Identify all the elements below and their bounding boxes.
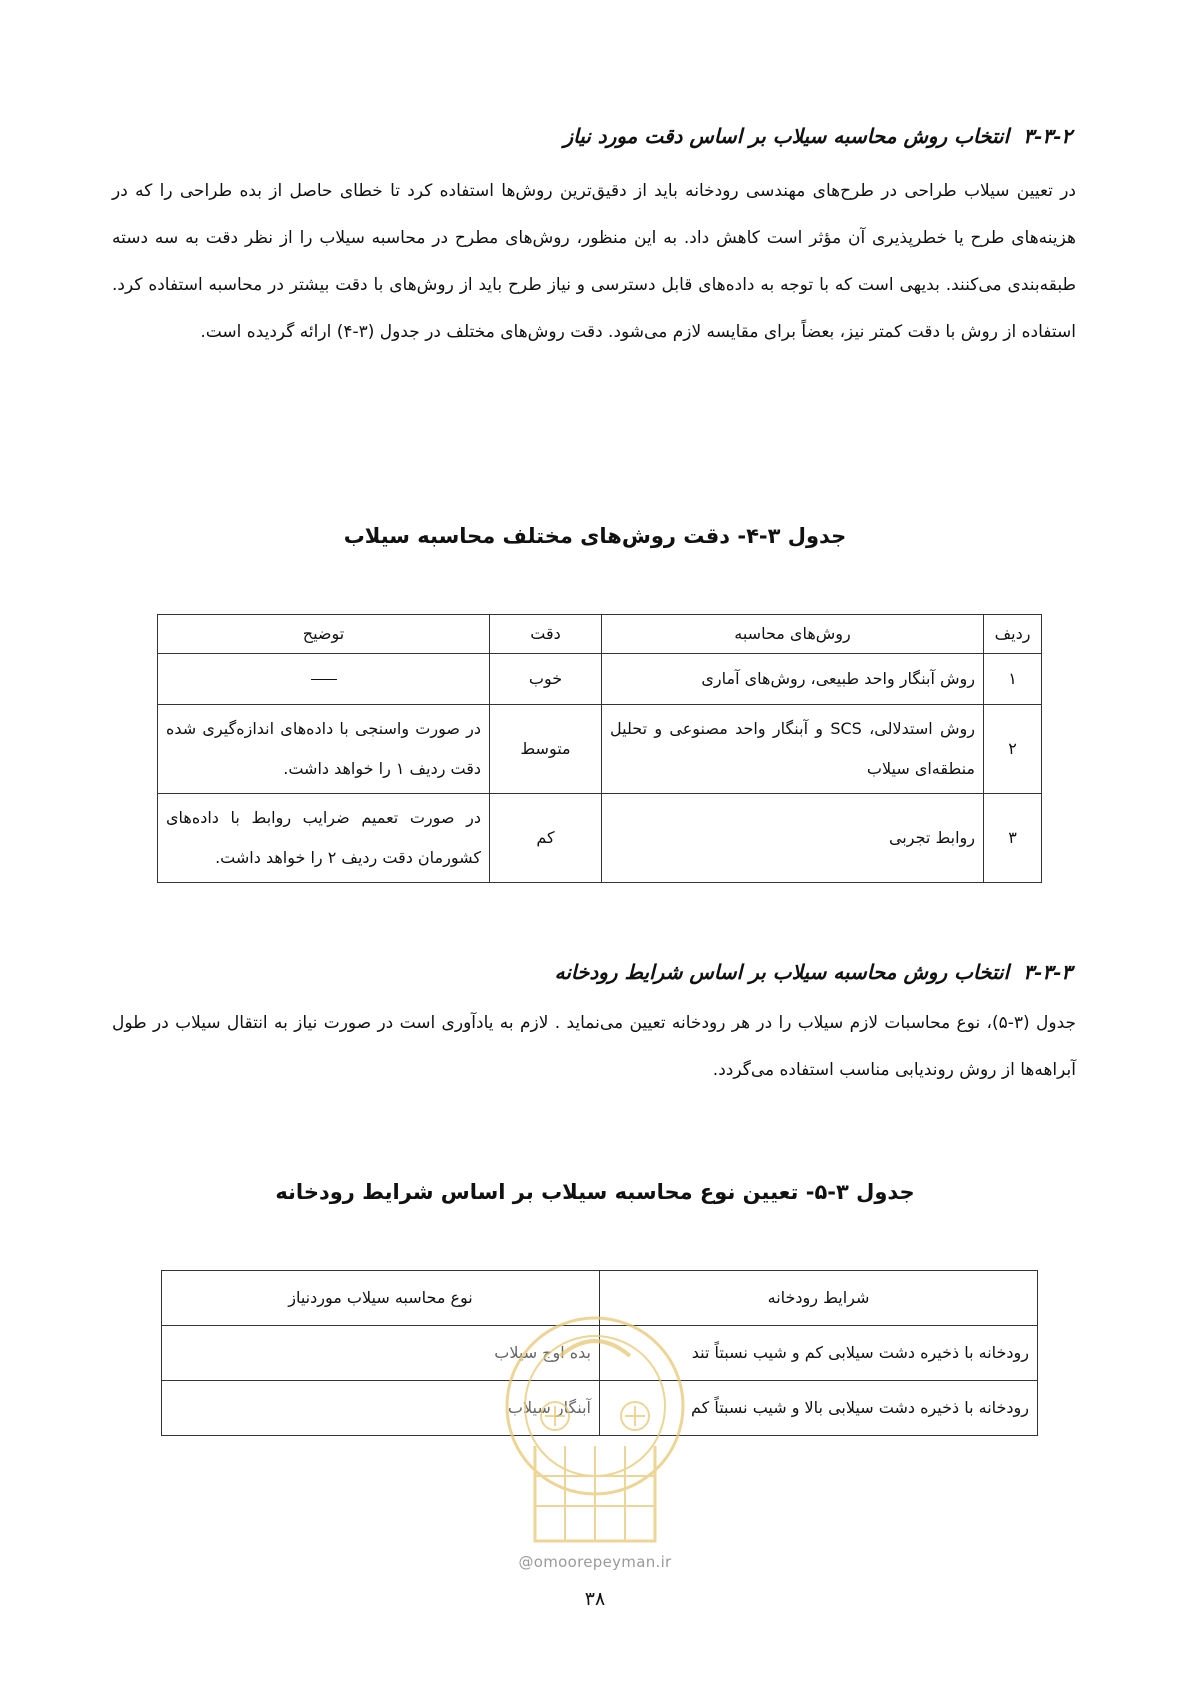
section-title: انتخاب روش محاسبه سیلاب بر اساس دقت مورد نیاز — [563, 124, 1010, 148]
cell-method: روابط تجربی — [602, 794, 984, 883]
header-type: نوع محاسبه سیلاب موردنیاز — [162, 1271, 600, 1326]
section-paragraph-2: جدول (۳-۵)، نوع محاسبات لازم سیلاب را در هر رودخانه تعیین می‌نماید . لازم به یادآوری است در صورت نیاز به انتقال سیلاب در طول آبراهه‌ها از روش روندیابی مناسب استفاده می‌گردد. — [112, 1013, 1076, 1080]
page-number: ۳۸ — [584, 1588, 606, 1610]
cell-description: در صورت واسنجی با داده‌های اندازه‌گیری شده دقت ردیف ۱ را خواهد داشت. — [158, 705, 490, 794]
header-description: توضیح — [158, 615, 490, 654]
section-title: انتخاب روش محاسبه سیلاب بر اساس شرایط رودخانه — [554, 960, 1010, 984]
table-row — [158, 705, 1042, 794]
table-row — [158, 654, 1042, 705]
header-row-number: ردیف — [984, 615, 1042, 654]
table-header-row — [158, 615, 1042, 654]
cell-description: در صورت تعمیم ضرایب روابط با داده‌های کشورمان دقت ردیف ۲ را خواهد داشت. — [158, 794, 490, 883]
cell-row-number: ۳ — [984, 794, 1042, 883]
table-row — [158, 794, 1042, 883]
cell-accuracy: خوب — [490, 654, 602, 705]
cell-row-number: ۱ — [984, 654, 1042, 705]
cell-row-number: ۲ — [984, 705, 1042, 794]
table-caption-2: جدول ۳-۵- تعیین نوع محاسبه سیلاب بر اساس شرایط رودخانه — [275, 1180, 915, 1204]
em-dash — [311, 679, 337, 680]
accuracy-table — [157, 614, 1042, 883]
cell-description-empty — [158, 654, 490, 705]
header-method: روش‌های محاسبه — [602, 615, 984, 654]
watermark-seal-icon — [475, 1296, 715, 1626]
cell-method: روش آبنگار واحد طبیعی، روش‌های آماری — [602, 654, 984, 705]
section-paragraph-1: در تعیین سیلاب طراحی در طرح‌های مهندسی رودخانه باید از دقیق‌ترین روش‌ها استفاده کرد تا خطای حاصل از بده طراحی را که در هزینه‌های طرح یا خطرپذیری آن مؤثر است کاهش داد. به این منظور، روش‌های مطرح در محاسبه سیلاب را از نظر دقت به سه دسته طبقه‌بندی می‌کنند. بدیهی است که با توجه به داده‌های قابل دسترسی و نیاز طرح باید از روش‌های با دقت بیشتر در محاسبه استفاده کرد. استفاده از روش با دقت کمتر نیز، بعضاً برای مقایسه لازم می‌شود. دقت روش‌های مختلف در جدول (۳-۴) ارائه گردیده است. — [112, 181, 1076, 342]
section-heading-2 — [555, 960, 1072, 984]
cell-condition: رودخانه با ذخیره دشت سیلابی بالا و شیب نسبتاً کم — [600, 1381, 1038, 1436]
cell-type: آبنگار سیلاب — [162, 1381, 600, 1436]
cell-accuracy: کم — [490, 794, 602, 883]
header-condition: شرایط رودخانه — [600, 1271, 1038, 1326]
table-caption-1: جدول ۳-۴- دقت روش‌های مختلف محاسبه سیلاب — [343, 524, 847, 548]
cell-method: روش استدلالی، SCS و آبنگار واحد مصنوعی و تحلیل منطقه‌ای سیلاب — [602, 705, 984, 794]
cell-accuracy: متوسط — [490, 705, 602, 794]
header-accuracy: دقت — [490, 615, 602, 654]
cell-condition: رودخانه با ذخیره دشت سیلابی کم و شیب نسبتاً تند — [600, 1326, 1038, 1381]
cell-type: بده اوج سیلاب — [162, 1326, 600, 1381]
section-number: ۳-۳-۲ — [1023, 124, 1072, 148]
watermark-site: @omoorepeyman.ir — [518, 1553, 672, 1571]
section-number: ۳-۳-۳ — [1023, 960, 1072, 984]
section-heading-1 — [563, 124, 1072, 148]
